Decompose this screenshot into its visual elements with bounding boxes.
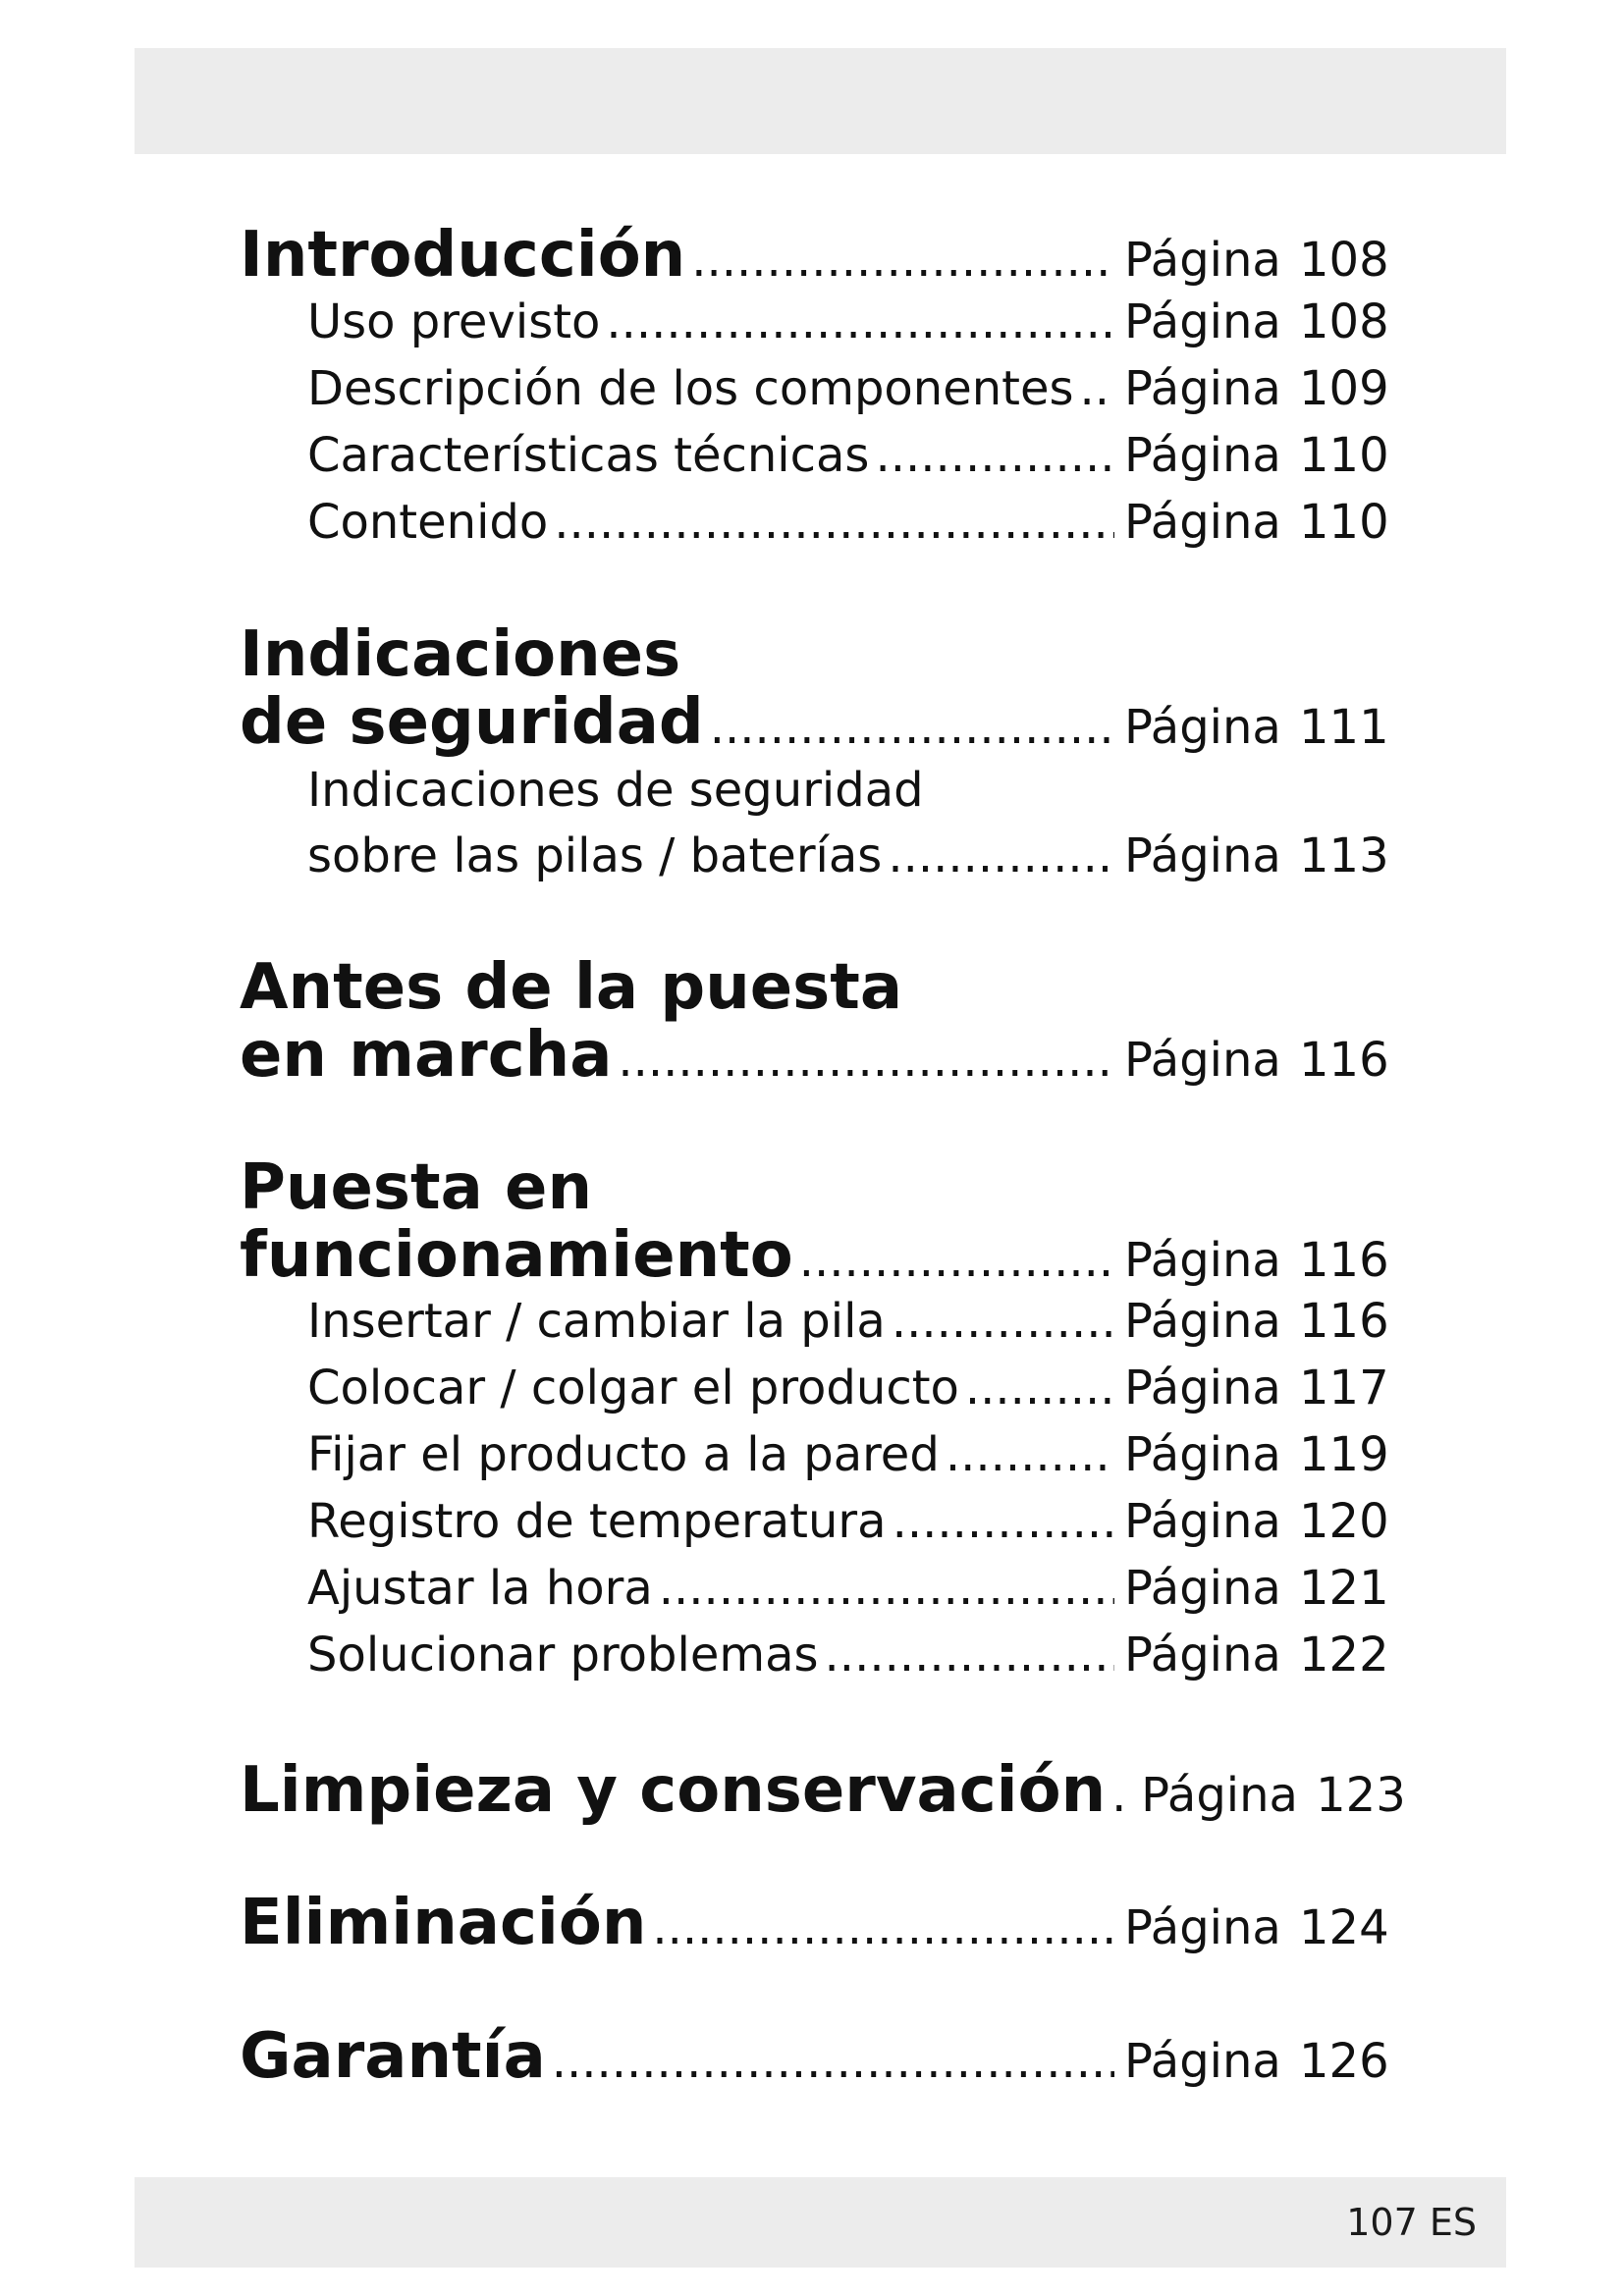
page-number: 109: [1299, 361, 1389, 416]
page-label: Página: [1124, 1628, 1281, 1682]
page-number: 123: [1316, 1768, 1406, 1823]
toc-subentry[interactable]: [307, 292, 1397, 352]
dot-leader: [875, 425, 1114, 486]
toc-subentry[interactable]: [307, 1491, 1397, 1552]
page-label: Página: [1124, 233, 1281, 288]
toc-heading-line: Indicaciones: [240, 618, 681, 691]
dot-leader: [606, 292, 1114, 352]
toc-heading-line: Antes de la puesta: [240, 951, 903, 1024]
page-number: 121: [1299, 1561, 1389, 1616]
page-number: 116: [1299, 1294, 1389, 1349]
page-label: Página: [1124, 2034, 1281, 2089]
toc-entry-limpieza-y-conservacion[interactable]: [240, 1754, 1406, 1831]
page-number: 111: [1299, 700, 1389, 755]
toc-subentry[interactable]: [307, 1558, 1397, 1619]
page-number: 110: [1299, 495, 1389, 550]
toc-entry-garantia[interactable]: [240, 2021, 1397, 2097]
page-number: 122: [1299, 1628, 1389, 1682]
page-number: 124: [1299, 1900, 1389, 1955]
page-label: Página: [1124, 361, 1281, 416]
dot-leader: [659, 1558, 1114, 1619]
page-label: Página: [1124, 1233, 1281, 1288]
toc-subentry[interactable]: [307, 425, 1397, 486]
toc-heading: de seguridad: [240, 686, 704, 759]
page-label: Página: [1124, 1427, 1281, 1482]
toc-subheading: Contenido: [307, 495, 549, 550]
toc-heading: en marcha: [240, 1019, 613, 1092]
toc-entry-indicaciones-de-seguridad[interactable]: [240, 687, 1397, 763]
page-number: 110: [1299, 428, 1389, 483]
page-number: 119: [1299, 1427, 1389, 1482]
dot-leader: [691, 225, 1114, 295]
page-label: Página: [1124, 428, 1281, 483]
dot-leader: [799, 1225, 1114, 1296]
dot-leader: [710, 692, 1114, 763]
toc-heading: Garantía: [240, 2020, 546, 2093]
dot-leader: [892, 1291, 1114, 1352]
page-label: Página: [1141, 1768, 1298, 1823]
toc-entry-introduccion[interactable]: [240, 220, 1397, 295]
toc-heading: funcionamiento: [240, 1219, 793, 1292]
dot-leader: [893, 1491, 1114, 1552]
toc-entry-antes-de-la-puesta-en-marcha[interactable]: [240, 1020, 1397, 1095]
page-label: Página: [1124, 1294, 1281, 1349]
dot-leader: [888, 826, 1114, 886]
dot-leader: [554, 492, 1114, 553]
page-number: 120: [1299, 1494, 1389, 1549]
page-label: Página: [1124, 828, 1281, 883]
footer-band: [135, 2177, 1506, 2268]
dot-leader: [825, 1625, 1114, 1685]
page-label: Página: [1124, 1561, 1281, 1616]
toc-subheading: Solucionar problemas: [307, 1628, 819, 1682]
page-label: Página: [1124, 700, 1281, 755]
toc-subentry[interactable]: [307, 1358, 1397, 1418]
toc-subheading: Registro de temperatura: [307, 1494, 887, 1549]
page-label: Página: [1124, 1494, 1281, 1549]
toc-subentry[interactable]: [307, 826, 1397, 886]
toc-heading: Introducción: [240, 219, 686, 292]
dot-leader: [1111, 1760, 1131, 1831]
toc-subentry[interactable]: [307, 1424, 1397, 1485]
toc-subheading: Fijar el producto a la pared: [307, 1427, 940, 1482]
toc-subheading: Insertar / cambiar la pila: [307, 1294, 886, 1349]
toc-subheading: Ajustar la hora: [307, 1561, 653, 1616]
page-label: Página: [1124, 495, 1281, 550]
toc-subheading-line: Indicaciones de seguridad: [307, 763, 924, 818]
footer-page-number: 107 ES: [1346, 2201, 1477, 2244]
page-number: 117: [1299, 1361, 1389, 1415]
toc-subheading: sobre las pilas / baterías: [307, 828, 883, 883]
page-label: Página: [1124, 1033, 1281, 1088]
page-label: Página: [1124, 1900, 1281, 1955]
page-number: 113: [1299, 828, 1389, 883]
toc-subentry[interactable]: [307, 358, 1397, 419]
page-number: 116: [1299, 1233, 1389, 1288]
toc-heading: Limpieza y conservación: [240, 1754, 1107, 1827]
toc-subentry[interactable]: [307, 492, 1397, 553]
toc-subheading: Descripción de los componentes: [307, 361, 1074, 416]
page-number: 108: [1299, 294, 1389, 349]
toc-heading: Eliminación: [240, 1887, 647, 1959]
page-number: 126: [1299, 2034, 1389, 2089]
dot-leader: [652, 1893, 1114, 1963]
page-label: Página: [1124, 1361, 1281, 1415]
table-of-contents: [240, 0, 1406, 2296]
dot-leader: [946, 1424, 1114, 1485]
page-number: 108: [1299, 233, 1389, 288]
toc-heading-line: Puesta en: [240, 1151, 592, 1224]
toc-subentry[interactable]: [307, 1625, 1397, 1685]
dot-leader: [1080, 358, 1114, 419]
toc-subheading: Colocar / colgar el producto: [307, 1361, 959, 1415]
dot-leader: [965, 1358, 1114, 1418]
page-label: Página: [1124, 294, 1281, 349]
toc-subheading: Uso previsto: [307, 294, 601, 349]
dot-leader: [618, 1025, 1114, 1095]
toc-subentry[interactable]: [307, 1291, 1397, 1352]
dot-leader: [552, 2026, 1114, 2097]
toc-entry-eliminacion[interactable]: [240, 1888, 1397, 1963]
toc-subheading: Características técnicas: [307, 428, 870, 483]
toc-entry-puesta-en-funcionamiento[interactable]: [240, 1220, 1397, 1296]
page-number: 116: [1299, 1033, 1389, 1088]
